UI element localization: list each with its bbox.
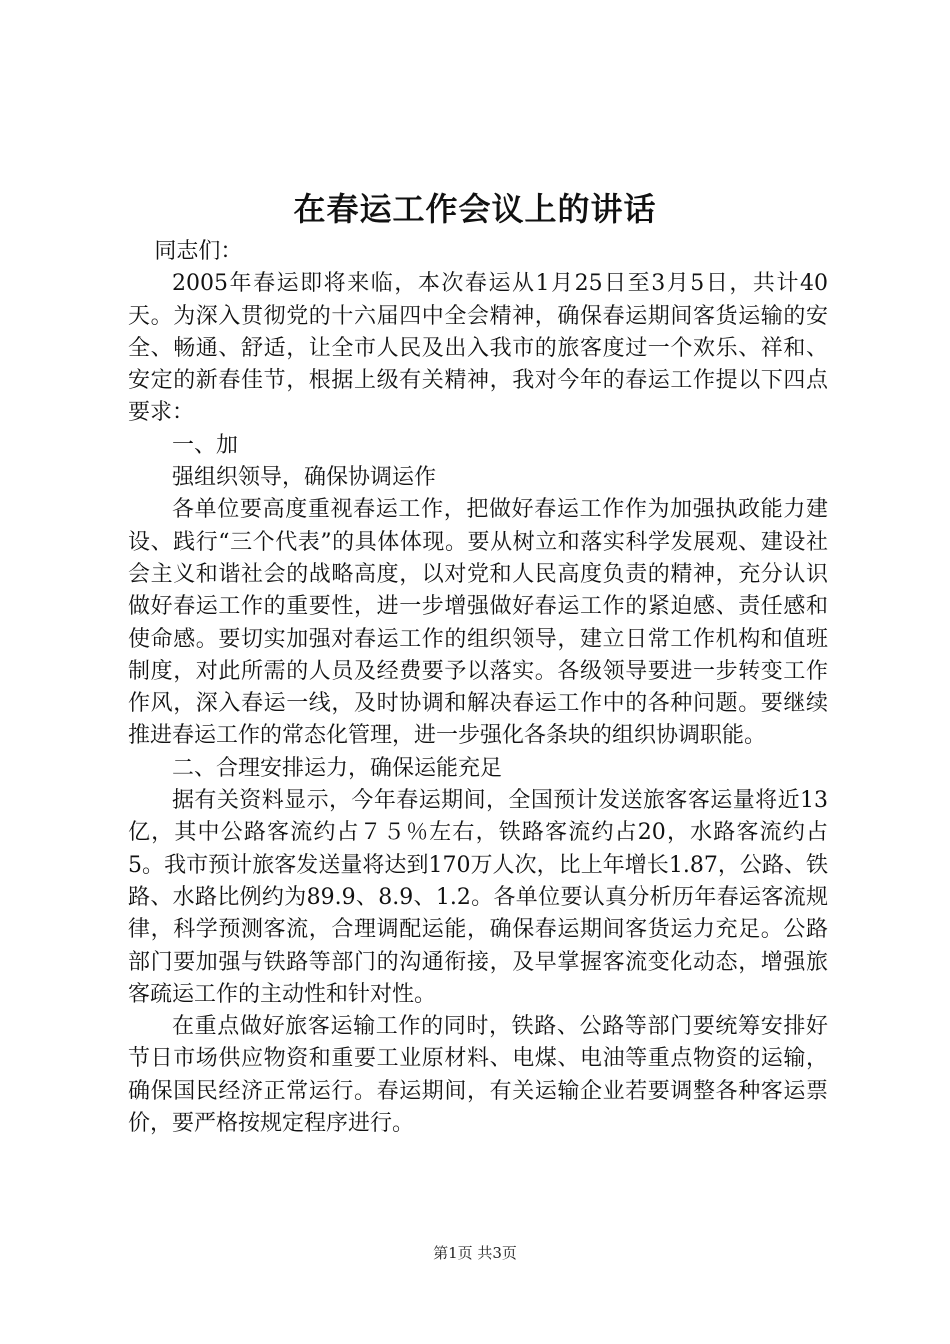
section-heading-1-part-2: 强组织领导，确保协调运作 xyxy=(172,465,437,491)
section-heading-1-part-1: 一、加 xyxy=(172,432,239,458)
section-1-paragraph: 各单位要高度重视春运工作，把做好春运工作作为加强执政能力建设、践行“三个代表”的具体体现。要从树立和落实科学发展观、建设社会主义和谐社会的战略高度，以对党和人民高度负责的精神，充分认识做好春运工作的重要性，进一步增强做好春运工作的紧迫感、责任感和使命感。要切实加强对春运工作的组织领导，建立日常工作机构和值班制度，对此所需的人员及经费要予以落实。各级领导要进一步转变工作作风，深入春运一线，及时协调和解决春运工作中的各种问题。要继续推进春运工作的常态化管理，进一步强化各条块的组织协调职能。 xyxy=(128,497,828,749)
document-body xyxy=(128,236,828,1140)
document-title: 在春运工作会议上的讲话 xyxy=(293,190,657,228)
section-2-paragraph-2: 在重点做好旅客运输工作的同时，铁路、公路等部门要统筹安排好节日市场供应物资和重要工业原材料、电煤、电油等重点物资的运输，确保国民经济正常运行。春运期间，有关运输企业若要调整各种客运票价，要严格按规定程序进行。 xyxy=(128,1014,828,1137)
section-heading-2: 二、合理安排运力，确保运能充足 xyxy=(172,755,503,781)
page-footer: 第1页 共3页 xyxy=(433,1244,517,1262)
salutation: 同志们： xyxy=(154,239,243,264)
intro-paragraph: 2005年春运即将来临，本次春运从1月25日至3月5日，共计40天。为深入贯彻党的十六届四中全会精神，确保春运期间客货运输的安全、畅通、舒适，让全市人民及出入我市的旅客度过一个欢乐、祥和、安定的新春佳节，根据上级有关精神，我对今年的春运工作提以下四点要求： xyxy=(128,271,828,426)
section-2-paragraph-1: 据有关资料显示，今年春运期间，全国预计发送旅客客运量将近13亿，其中公路客流约占７５％左右，铁路客流约占20，水路客流约占5。我市预计旅客发送量将达到170万人次，比上年增长1.87，公路、铁路、水路比例约为89.9、8.9、1.2。各单位要认真分析历年春运客流规律，科学预测客流，合理调配运能，确保春运期间客货运力充足。公路部门要加强与铁路等部门的沟通衔接，及早掌握客流变化动态，增强旅客疏运工作的主动性和针对性。 xyxy=(128,788,828,1007)
